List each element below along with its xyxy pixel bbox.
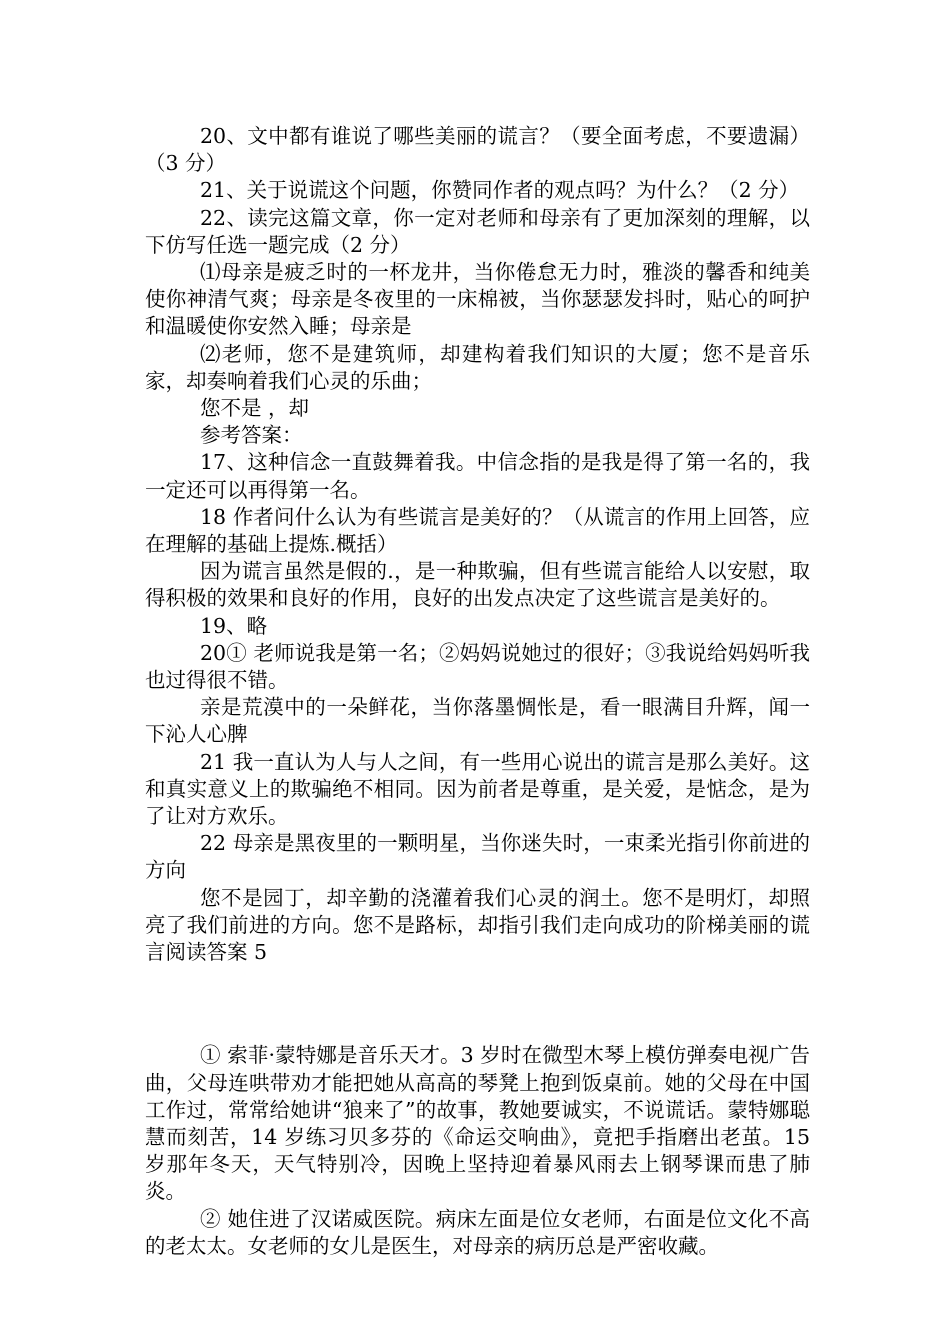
question-22: 22、读完这篇文章，你一定对老师和母亲有了更加深刻的理解，以下仿写任选一题完成（2 分） bbox=[145, 205, 810, 257]
answer-18: 因为谎言虽然是假的.，是一种欺骗，但有些谎言能给人以安慰，取得积极的效果和良好的作用，良好的出发点决定了这些谎言是美好的。 bbox=[145, 559, 810, 611]
section-gap bbox=[145, 966, 810, 1042]
answer-18-question: 18 作者问什么认为有些谎言是美好的？（从谎言的作用上回答，应在理解的基础上提炼.概括） bbox=[145, 504, 810, 557]
answers-heading: 参考答案： bbox=[200, 423, 303, 448]
answer-20: 20① 老师说我是第一名；②妈妈说她过的很好；③我说给妈妈听我也过得很不错。 bbox=[145, 640, 810, 693]
answer-19: 19、略 bbox=[200, 613, 268, 638]
imitation-option-2: ⑵老师，您不是建筑师，却建构着我们知识的大厦；您不是音乐家，却奏响着我们心灵的乐曲； bbox=[145, 341, 810, 393]
story-paragraph-2: ② 她住进了汉诺威医院。病床左面是位女老师，右面是位文化不高的老太太。女老师的女儿是医生，对母亲的病历总是严密收藏。 bbox=[145, 1206, 810, 1258]
answer-17: 17、这种信念一直鼓舞着我。中信念指的是我是得了第一名的，我一定还可以再得第一名。 bbox=[145, 450, 810, 502]
question-21: 21、关于说谎这个问题，你赞同作者的观点吗？为什么？（2 分） bbox=[200, 178, 800, 203]
question-20: 20、文中都有谁说了哪些美丽的谎言？（要全面考虑，不要遗漏）（3 分） bbox=[145, 124, 810, 176]
answer-21: 21 我一直认为人与人之间，有一些用心说出的谎言是那么美好。这和真实意义上的欺骗绝不相同。因为前者是尊重，是关爱，是惦念，是为了让对方欢乐。 bbox=[145, 749, 810, 829]
answer-22-teacher: 您不是园丁，却辛勤的浇灌着我们心灵的润土。您不是明灯，却照亮了我们前进的方向。您不是路标，却指引我们走向成功的阶梯美丽的谎言阅读答案 5 bbox=[145, 885, 810, 965]
story-paragraph-1: ① 索菲·蒙特娜是音乐天才。3 岁时在微型木琴上模仿弹奏电视广告曲，父母连哄带劝才能把她从高高的琴凳上抱到饭桌前。她的父母在中国工作过，常常给她讲“狼来了”的故事，教她要诚实，不说谎话。蒙特娜聪慧而刻苦，14 岁练习贝多芬的《命运交响曲》，竟把手指磨出老茧。15 岁那年冬天，天气特别冷，因晚上坚持迎着暴风雨去上钢琴课而患了肺炎。 bbox=[145, 1043, 810, 1204]
imitation-option-1: ⑴母亲是疲乏时的一杯龙井，当你倦怠无力时，雅淡的馨香和纯美使你神清气爽；母亲是冬夜里的一床棉被，当你瑟瑟发抖时，贴心的呵护和温暖使你安然入睡；母亲是 bbox=[145, 260, 810, 339]
imitation-option-2-blank: 您不是 ，却 bbox=[200, 396, 310, 421]
answer-22-mother-alt: 亲是荒漠中的一朵鲜花，当你落墨惆怅是，看一眼满目升辉，闻一下沁人心脾 bbox=[145, 695, 810, 747]
document-page bbox=[145, 123, 810, 1260]
answer-22-mother: 22 母亲是黑夜里的一颗明星，当你迷失时，一束柔光指引你前进的方向 bbox=[145, 831, 810, 883]
